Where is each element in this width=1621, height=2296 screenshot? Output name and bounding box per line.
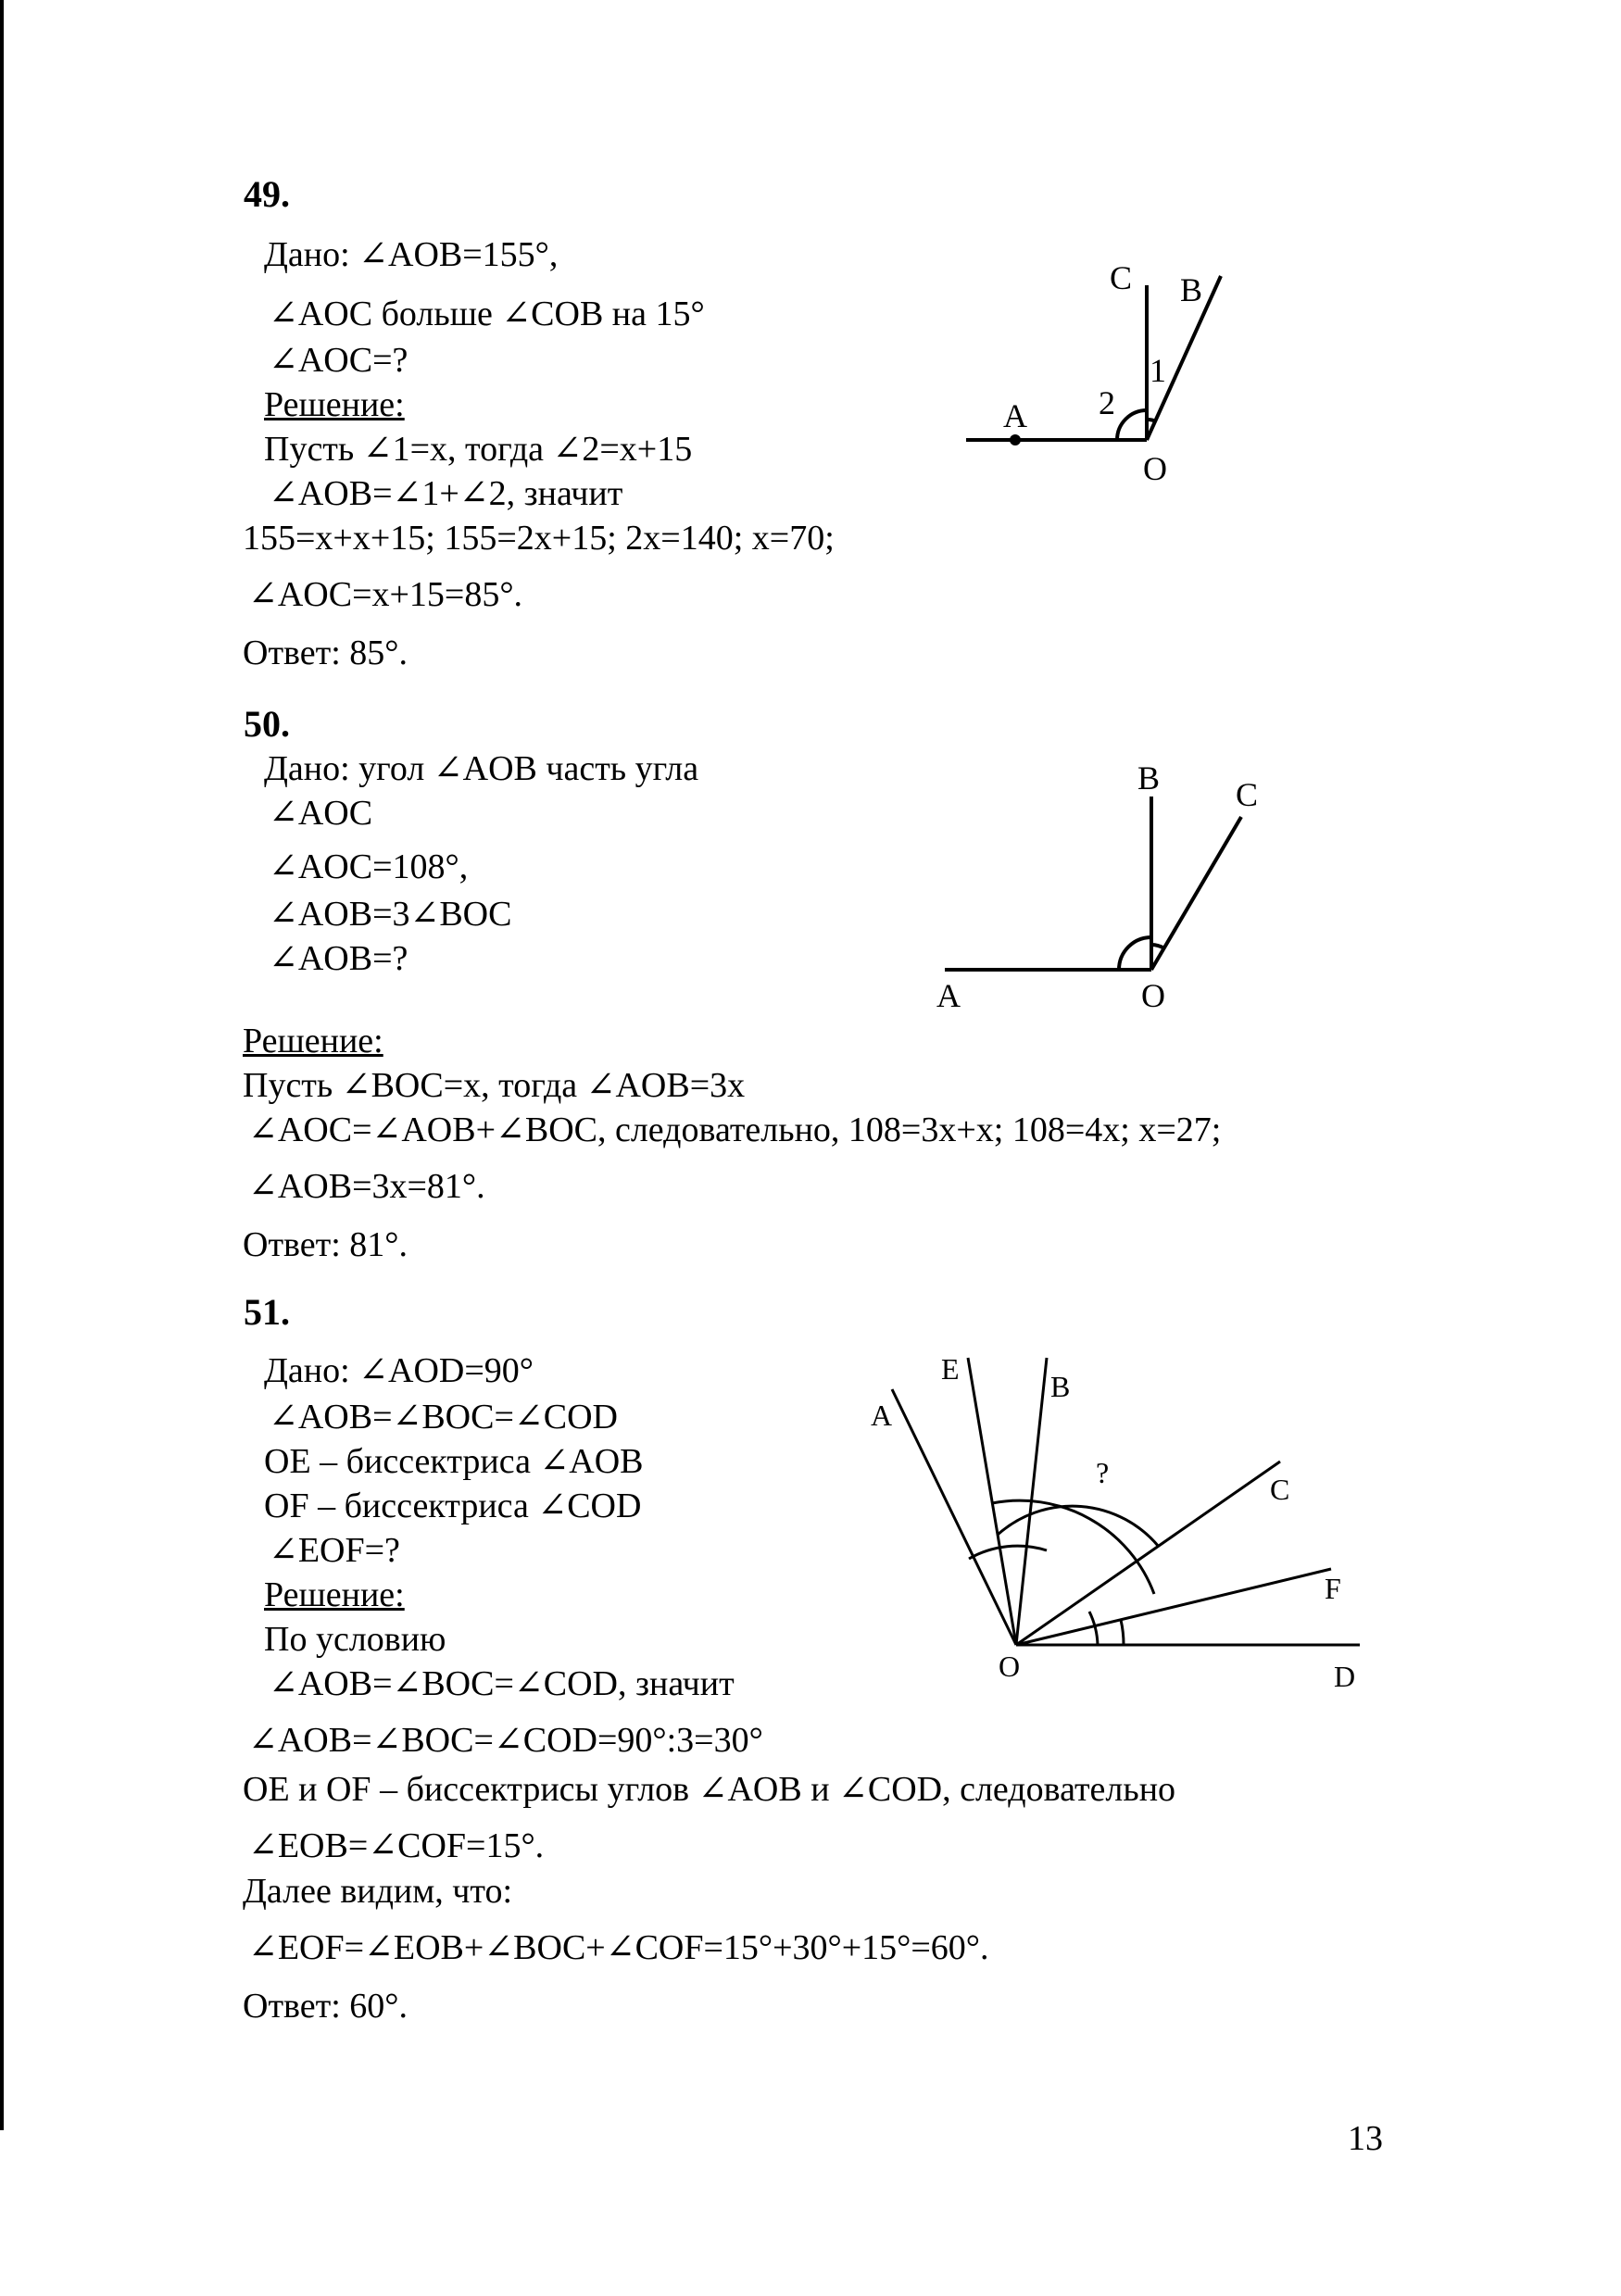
solution-line: ∠AOC=∠AOB+∠BOC, следовательно, 108=3x+x; 108=4x; x=27; — [248, 1110, 1222, 1149]
solution-line: ∠AOB=∠BOC=∠COD, значит — [269, 1664, 735, 1703]
label-O: O — [1141, 977, 1165, 1014]
given-line: OE – биссектриса ∠AOB — [264, 1442, 644, 1481]
label-F: F — [1325, 1572, 1341, 1605]
solution-line: ∠AOB=3x=81°. — [248, 1167, 485, 1206]
label-angle-1: 1 — [1150, 352, 1166, 389]
given-line: Дано: ∠AOB=155°, — [264, 235, 559, 274]
given-line: Дано: ∠AOD=90° — [264, 1351, 534, 1390]
given-line: ∠AOB=3∠BOC — [269, 895, 512, 934]
label-E: E — [941, 1352, 960, 1386]
given-line: OF – биссектриса ∠COD — [264, 1487, 642, 1525]
solution-line: ∠AOB=∠1+∠2, значит — [269, 474, 623, 513]
angle-arc-AOB — [969, 1546, 1047, 1559]
solution-line: OE и OF – биссектрисы углов ∠AOB и ∠COD, следовательно — [243, 1770, 1176, 1809]
ray-OC — [1016, 1462, 1280, 1645]
label-C: C — [1236, 776, 1259, 813]
solution-line: По условию — [264, 1620, 446, 1659]
label-C: C — [1270, 1473, 1290, 1506]
label-question: ? — [1096, 1456, 1110, 1489]
solution-line: ∠AOC=x+15=85°. — [248, 575, 523, 614]
solution-line: Пусть ∠BOC=x, тогда ∠AOB=3x — [243, 1066, 746, 1105]
page-number: 13 — [1348, 2119, 1383, 2158]
given-line: Дано: угол ∠AOB часть угла — [264, 749, 699, 788]
answer-line: Ответ: 85°. — [243, 634, 408, 672]
given-line: ∠AOC больше ∠COB на 15° — [269, 295, 705, 333]
question-line: ∠AOC=? — [269, 341, 408, 380]
answer-line: Ответ: 81°. — [243, 1225, 408, 1264]
label-O: O — [999, 1650, 1021, 1683]
solution-heading: Решение: — [264, 1575, 405, 1614]
solution-line: ∠AOB=∠BOC=∠COD=90°:3=30° — [248, 1721, 763, 1760]
label-D: D — [1334, 1660, 1356, 1693]
label-B: B — [1137, 759, 1161, 797]
label-A: A — [1003, 397, 1027, 434]
solution-line: ∠EOB=∠COF=15°. — [248, 1826, 545, 1865]
solution-line: Далее видим, что: — [243, 1872, 513, 1911]
given-line: ∠AOB=∠BOC=∠COD — [269, 1398, 618, 1437]
label-B: B — [1180, 271, 1203, 308]
ray-OA — [892, 1389, 1016, 1645]
label-O: O — [1143, 450, 1167, 487]
label-angle-2: 2 — [1099, 384, 1115, 421]
question-line: ∠EOF=? — [269, 1531, 400, 1570]
problem-number: 49. — [244, 173, 290, 215]
problem-number: 50. — [244, 703, 290, 745]
label-A: A — [871, 1399, 893, 1432]
label-A: A — [936, 977, 961, 1014]
answer-line: Ответ: 60°. — [243, 1987, 408, 2026]
solution-line: Пусть ∠1=x, тогда ∠2=x+15 — [264, 430, 693, 469]
label-C: C — [1110, 259, 1133, 296]
solution-line: ∠EOF=∠EOB+∠BOC+∠COF=15°+30°+15°=60°. — [248, 1928, 989, 1967]
ray-OF — [1016, 1569, 1331, 1645]
question-line: ∠AOB=? — [269, 939, 408, 978]
angle-arc-FOD — [1121, 1620, 1124, 1645]
label-B: B — [1050, 1370, 1071, 1403]
solution-line: 155=x+x+15; 155=2x+15; 2x=140; x=70; — [243, 519, 835, 558]
problem-number: 51. — [244, 1291, 290, 1333]
given-line: ∠AOC=108°, — [269, 847, 469, 886]
given-line: ∠AOC — [269, 794, 373, 833]
solution-heading: Решение: — [243, 1022, 383, 1060]
solution-heading: Решение: — [264, 385, 405, 424]
